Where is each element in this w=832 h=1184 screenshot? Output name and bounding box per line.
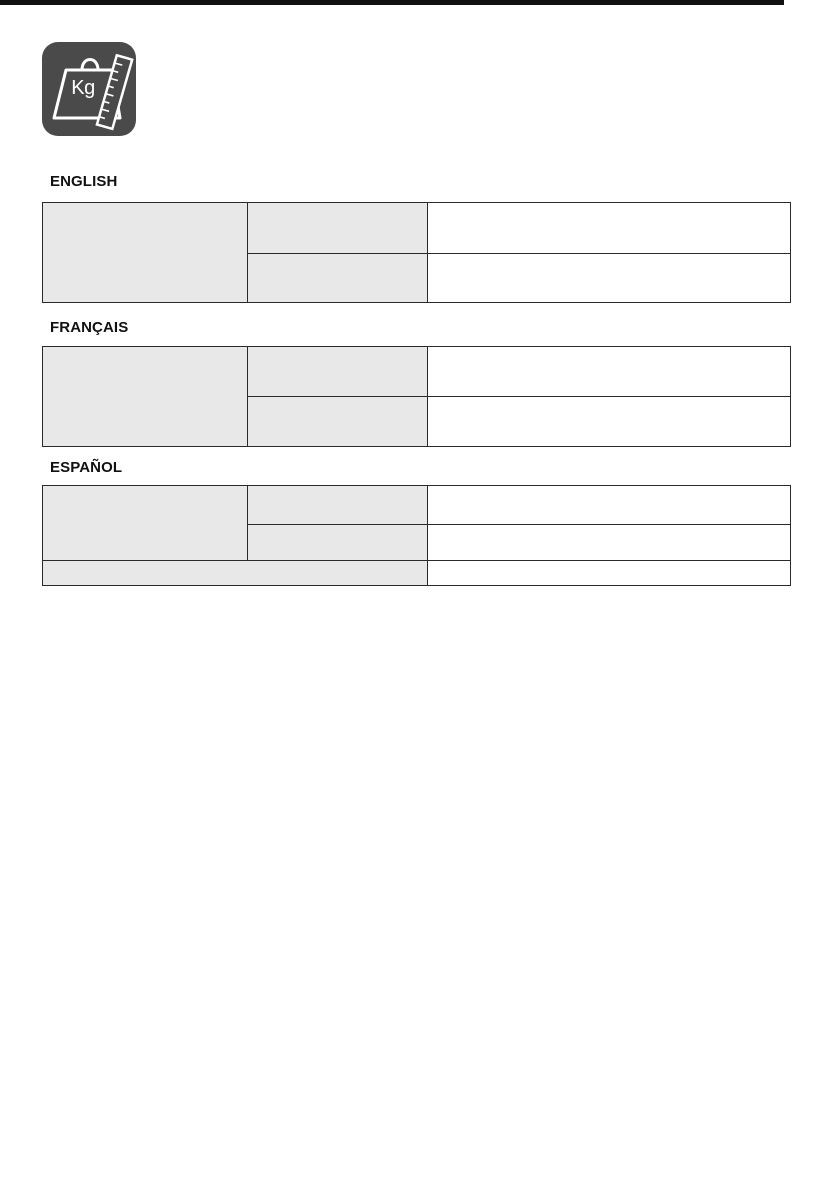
table-cell — [248, 347, 428, 397]
section-heading-english: ENGLISH — [50, 173, 118, 190]
section-heading-francais: FRANÇAIS — [50, 319, 129, 336]
table-cell — [248, 397, 428, 447]
table-cell — [43, 347, 248, 447]
table-cell — [428, 525, 791, 561]
table-cell — [43, 561, 428, 586]
table-row — [43, 561, 791, 586]
badge-kg-text: Kg — [71, 77, 95, 99]
weight-dimension-badge — [42, 42, 136, 136]
section-heading-espanol: ESPAÑOL — [50, 459, 123, 476]
table-row — [43, 486, 791, 525]
table-row — [43, 347, 791, 397]
table-cell — [428, 486, 791, 525]
spec-table-espanol — [42, 485, 791, 586]
table-cell — [428, 561, 791, 586]
table-cell — [428, 347, 791, 397]
table-cell — [248, 486, 428, 525]
table-cell — [248, 254, 428, 303]
spec-table-english — [42, 202, 791, 303]
table-cell — [43, 203, 248, 303]
table-cell — [248, 525, 428, 561]
table-cell — [428, 254, 791, 303]
spec-table-francais — [42, 346, 791, 447]
table-cell — [428, 397, 791, 447]
table-cell — [428, 203, 791, 254]
table-cell — [43, 486, 248, 561]
top-rule — [0, 0, 784, 5]
table-cell — [248, 203, 428, 254]
table-row — [43, 203, 791, 254]
